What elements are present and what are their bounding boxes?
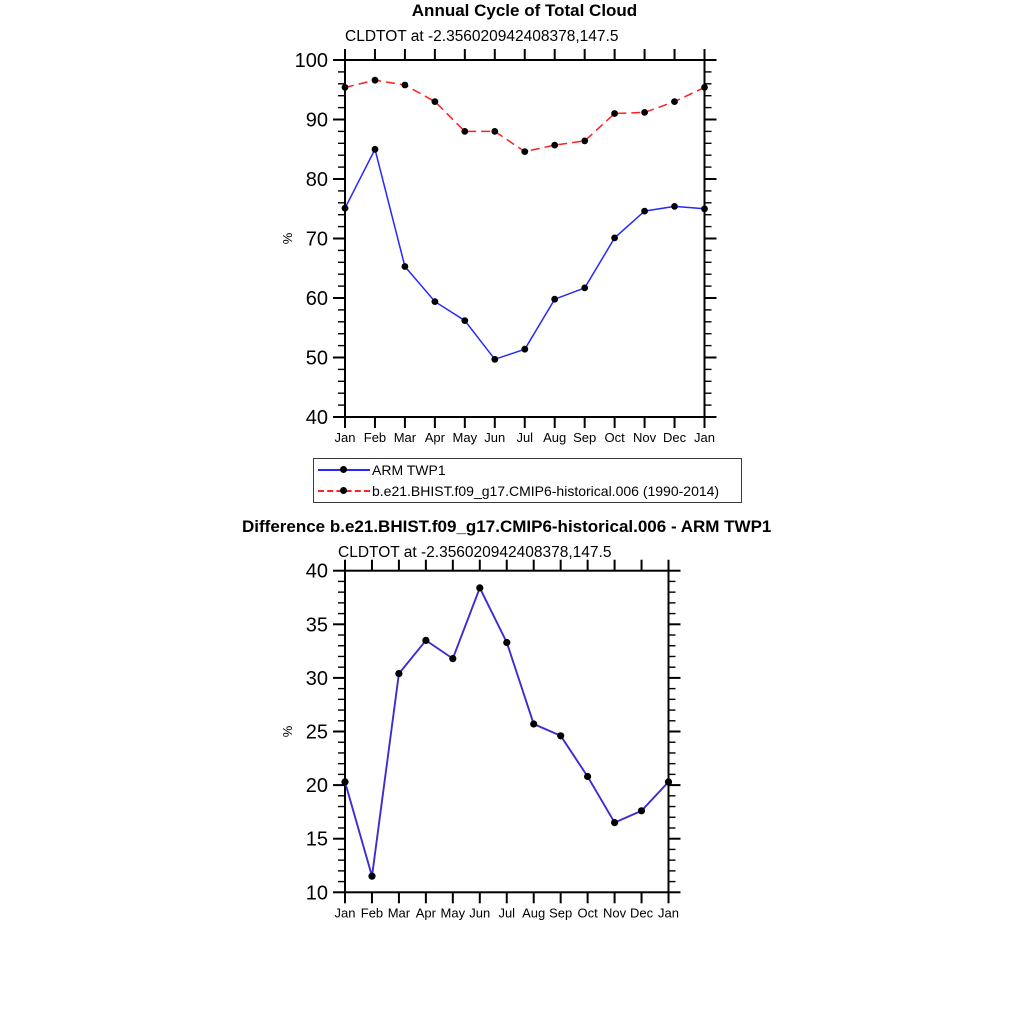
data-point-marker (671, 98, 678, 105)
x-tick-label: Jan (694, 430, 715, 445)
x-tick-label: Nov (603, 905, 627, 921)
x-tick-label: Aug (543, 430, 567, 445)
y-axis-label: % (280, 232, 295, 245)
x-tick-label: Jan (334, 430, 356, 445)
legend-row-model (314, 481, 741, 503)
x-tick-label: May (452, 430, 478, 445)
x-tick-label: Feb (360, 905, 384, 921)
x-tick-label: Feb (363, 430, 387, 445)
y-tick-label: 25 (305, 721, 328, 744)
y-tick-label: 10 (305, 882, 328, 905)
data-point-marker (342, 84, 349, 91)
data-point-marker (476, 584, 483, 591)
data-point-marker (557, 732, 564, 739)
data-point-marker (581, 285, 588, 292)
legend-row-arm-twp1 (314, 459, 741, 481)
data-point-marker (701, 205, 708, 212)
data-point-marker (372, 77, 379, 84)
x-tick-label: Mar (387, 905, 411, 921)
data-point-marker (503, 639, 510, 646)
bottom-chart-title: Difference b.e21.BHIST.f09_g17.CMIP6-historical.006 - ARM TWP1 (242, 517, 772, 536)
data-point-marker (611, 235, 618, 242)
black-dot-marker (340, 487, 347, 494)
x-tick-label: Jun (484, 430, 506, 445)
data-point-marker (341, 778, 348, 785)
x-tick-label: Oct (577, 905, 598, 921)
y-axis-label: % (280, 725, 295, 738)
data-point-marker (665, 778, 672, 785)
y-tick-label: 40 (305, 560, 328, 583)
y-tick-label: 35 (305, 614, 328, 637)
x-tick-label: Mar (393, 430, 417, 445)
x-tick-label: Sep (573, 430, 597, 445)
y-tick-label: 40 (305, 407, 328, 429)
data-point-marker (611, 819, 618, 826)
x-tick-label: Jan (658, 905, 679, 921)
x-tick-label: Dec (629, 905, 654, 921)
data-point-marker (449, 655, 456, 662)
y-tick-label: 20 (305, 775, 328, 798)
data-point-marker (551, 142, 558, 149)
legend (313, 458, 742, 503)
data-point-marker (491, 356, 498, 363)
data-point-marker (701, 84, 708, 91)
data-point-marker (432, 298, 439, 305)
x-tick-label: Jul (498, 905, 516, 921)
data-point-marker (584, 773, 591, 780)
x-tick-label: Apr (415, 905, 436, 921)
data-point-marker (422, 637, 429, 644)
x-tick-label: Jul (516, 430, 534, 445)
plot-border (345, 571, 669, 893)
top-chart-plot (260, 40, 780, 452)
legend-sample-red-dashed (318, 486, 370, 496)
data-point-marker (521, 346, 528, 353)
y-tick-label: 15 (305, 828, 328, 851)
data-point-marker (491, 128, 498, 135)
series-line-0 (345, 588, 669, 876)
data-point-marker (551, 296, 558, 303)
data-point-marker (530, 720, 537, 727)
x-tick-label: Oct (604, 430, 625, 445)
y-tick-label: 30 (305, 667, 328, 690)
y-tick-label: 80 (305, 169, 328, 191)
x-tick-label: Jan (334, 905, 356, 921)
data-point-marker (402, 263, 409, 270)
bottom-chart-plot (260, 550, 780, 932)
series-line-1 (345, 80, 705, 151)
data-point-marker (521, 148, 528, 155)
legend-label-model: b.e21.BHIST.f09_g17.CMIP6-historical.006 (1990-2014) (372, 483, 720, 500)
y-tick-label: 70 (305, 228, 328, 251)
x-tick-label: Nov (633, 430, 657, 445)
plot-border (345, 60, 705, 417)
top-chart-title: Annual Cycle of Total Cloud (411, 1, 638, 20)
data-point-marker (432, 98, 439, 105)
x-tick-label: Aug (522, 905, 546, 921)
data-point-marker (461, 317, 468, 324)
legend-label-arm-twp1: ARM TWP1 (372, 461, 446, 478)
x-tick-label: Apr (424, 430, 445, 445)
data-point-marker (402, 82, 409, 89)
data-point-marker (641, 109, 648, 116)
y-tick-label: 100 (294, 50, 328, 72)
data-point-marker (461, 128, 468, 135)
data-point-marker (372, 146, 379, 153)
data-point-marker (342, 205, 349, 212)
data-point-marker (368, 873, 375, 880)
data-point-marker (638, 807, 645, 814)
data-point-marker (395, 670, 402, 677)
legend-sample-blue-solid (318, 465, 370, 475)
bottom-chart-subtitle: CLDTOT at -2.356020942408378,147.5 (338, 544, 612, 561)
x-tick-label: May (440, 905, 466, 921)
data-point-marker (671, 203, 678, 210)
top-chart-subtitle: CLDTOT at -2.356020942408378,147.5 (345, 28, 619, 45)
x-tick-label: Sep (549, 905, 573, 921)
black-dot-marker (340, 466, 347, 473)
x-tick-label: Dec (662, 430, 687, 445)
x-tick-label: Jun (469, 905, 491, 921)
data-point-marker (581, 138, 588, 145)
series-line-0 (345, 149, 705, 359)
data-point-marker (611, 110, 618, 117)
data-point-marker (641, 208, 648, 215)
y-tick-label: 90 (305, 109, 328, 132)
y-tick-label: 60 (305, 288, 328, 310)
y-tick-label: 50 (305, 347, 328, 370)
